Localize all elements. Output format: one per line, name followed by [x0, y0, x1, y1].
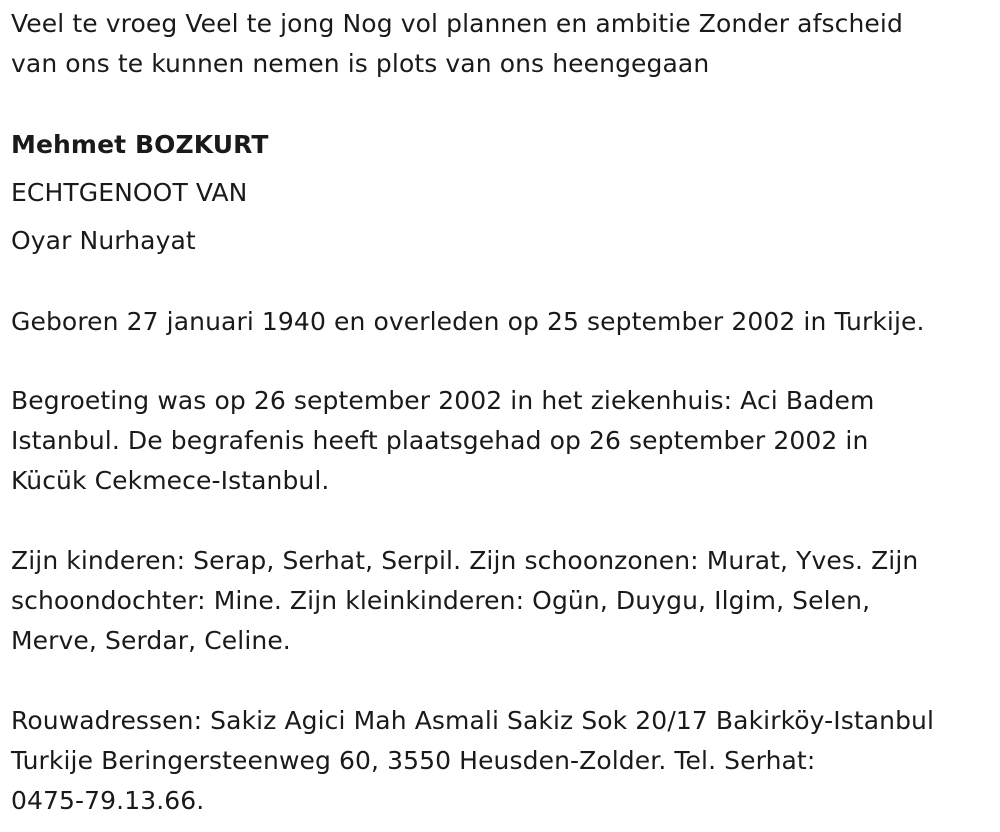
birth-death-text: Geboren 27 januari 1940 en overleden op 25 september 2002 in Turkije. — [11, 307, 925, 336]
spouse-label: ECHTGENOOT VAN — [11, 178, 248, 207]
mourning-addresses-text: Rouwadressen: Sakiz Agici Mah Asmali Sakiz Sok 20/17 Bakirköy-Istanbul Turkije Beringersteenweg 60, 3550 Heusden-Zolder. Tel. Serhat: 0475-79.13.66. — [11, 706, 935, 815]
deceased-name: Mehmet BOZKURT — [11, 130, 269, 159]
spouse-name: Oyar Nurhayat — [11, 226, 196, 255]
family-members-text: Zijn kinderen: Serap, Serhat, Serpil. Zijn schoonzonen: Murat, Yves. Zijn schoondochter: Mine. Zijn kleinkinderen: Ogün, Duygu, Ilgim, Selen, Merve, Serdar, Celine. — [11, 546, 919, 655]
funeral-details-text: Begroeting was op 26 september 2002 in het ziekenhuis: Aci Badem Istanbul. De begrafenis heeft plaatsgehad op 26 september 2002 in Kücük Cekmece-Istanbul. — [11, 386, 875, 495]
intro-text: Veel te vroeg Veel te jong Nog vol plannen en ambitie Zonder afscheid van ons te kunnen nemen is plots van ons heengegaan — [11, 9, 903, 78]
